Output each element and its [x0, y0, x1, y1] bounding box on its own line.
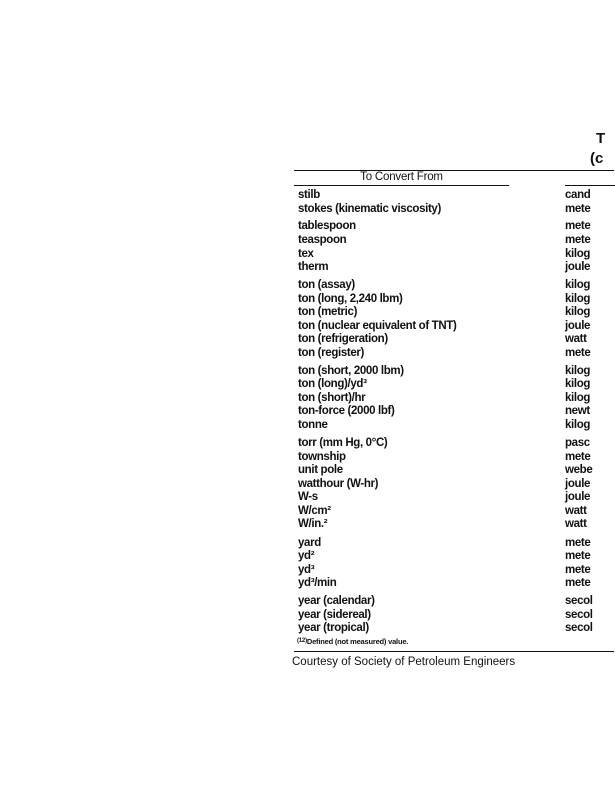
table-row-to-unit: mete — [565, 577, 591, 589]
column-header-rule — [294, 185, 509, 186]
table-row-from-unit: township — [298, 451, 346, 463]
table-row-from-unit: yd² — [298, 550, 315, 562]
table-row-from-unit: year (sidereal) — [298, 609, 371, 621]
table-row-from-unit: ton (register) — [298, 347, 365, 359]
footnote-marker: (12) — [297, 638, 307, 644]
table-row-from-unit: unit pole — [298, 464, 343, 476]
table-row-to-unit: watt — [565, 518, 587, 530]
table-row-from-unit: stilb — [298, 189, 320, 201]
table-row-to-unit: newt — [565, 405, 590, 417]
table-footnote — [297, 637, 408, 646]
table-row-from-unit: ton (assay) — [298, 279, 355, 291]
table-row-to-unit: kilog — [565, 419, 591, 431]
table-row-from-unit: W/cm² — [298, 505, 331, 517]
table-row-from-unit: yd³ — [298, 564, 315, 576]
table-row-to-unit: joule — [565, 491, 591, 503]
table-row-to-unit: secol — [565, 595, 593, 607]
column-header-rule-right — [565, 185, 615, 186]
column-header-convert-from: To Convert From — [360, 171, 443, 183]
table-row-to-unit: mete — [565, 203, 591, 215]
table-row-to-unit: watt — [565, 505, 587, 517]
table-row-to-unit: pasc — [565, 437, 590, 449]
table-row-from-unit: teaspoon — [298, 234, 347, 246]
table-row-to-unit: secol — [565, 622, 593, 634]
table-row-from-unit: watthour (W-hr) — [298, 478, 379, 490]
table-row-from-unit: ton (long)/yd³ — [298, 378, 367, 390]
table-row-to-unit: webe — [565, 464, 593, 476]
table-row-from-unit: ton (short)/hr — [298, 392, 366, 404]
table-row-to-unit: watt — [565, 333, 587, 345]
table-row-to-unit: kilog — [565, 392, 591, 404]
table-row-to-unit: mete — [565, 564, 591, 576]
table-row-from-unit: ton (nuclear equivalent of TNT) — [298, 320, 457, 332]
table-row-to-unit: kilog — [565, 248, 591, 260]
table-row-from-unit: ton-force (2000 lbf) — [298, 405, 395, 417]
table-row-from-unit: ton (short, 2000 lbm) — [298, 365, 404, 377]
table-row-from-unit: ton (metric) — [298, 306, 358, 318]
table-row-to-unit: kilog — [565, 279, 591, 291]
table-row-from-unit: tonne — [298, 419, 328, 431]
table-row-to-unit: kilog — [565, 365, 591, 377]
table-row-from-unit: tex — [298, 248, 314, 260]
table-row-from-unit: W/in.² — [298, 518, 328, 530]
table-row-to-unit: kilog — [565, 306, 591, 318]
footnote-text: Defined (not measured) value. — [306, 637, 409, 646]
table-row-to-unit: mete — [565, 537, 591, 549]
table-row-from-unit: year (tropical) — [298, 622, 369, 634]
table-row-from-unit: stokes (kinematic viscosity) — [298, 203, 441, 215]
table-row-from-unit: yd³/min — [298, 577, 337, 589]
table-title-fragment: T — [596, 130, 606, 147]
table-subtitle-fragment: (c — [590, 150, 604, 167]
table-row-to-unit: joule — [565, 320, 591, 332]
table-row-to-unit: secol — [565, 609, 593, 621]
table-row-to-unit: cand — [565, 189, 591, 201]
table-row-to-unit: mete — [565, 220, 591, 232]
table-row-to-unit: kilog — [565, 378, 591, 390]
table-row-from-unit: year (calendar) — [298, 595, 375, 607]
table-row-to-unit: mete — [565, 347, 591, 359]
table-row-from-unit: therm — [298, 261, 329, 273]
table-row-to-unit: joule — [565, 478, 591, 490]
table-row-to-unit: mete — [565, 451, 591, 463]
table-bottom-rule — [294, 651, 614, 652]
table-row-from-unit: yard — [298, 537, 321, 549]
table-row-from-unit: ton (refrigeration) — [298, 333, 388, 345]
table-row-to-unit: mete — [565, 234, 591, 246]
table-row-from-unit: W-s — [298, 491, 318, 503]
table-row-to-unit: joule — [565, 261, 591, 273]
table-row-from-unit: tablespoon — [298, 220, 356, 232]
table-row-to-unit: kilog — [565, 293, 591, 305]
table-row-to-unit: mete — [565, 550, 591, 562]
table-row-from-unit: ton (long, 2,240 lbm) — [298, 293, 403, 305]
table-row-from-unit: torr (mm Hg, 0°C) — [298, 437, 388, 449]
courtesy-credit: Courtesy of Society of Petroleum Engineers — [292, 656, 516, 668]
